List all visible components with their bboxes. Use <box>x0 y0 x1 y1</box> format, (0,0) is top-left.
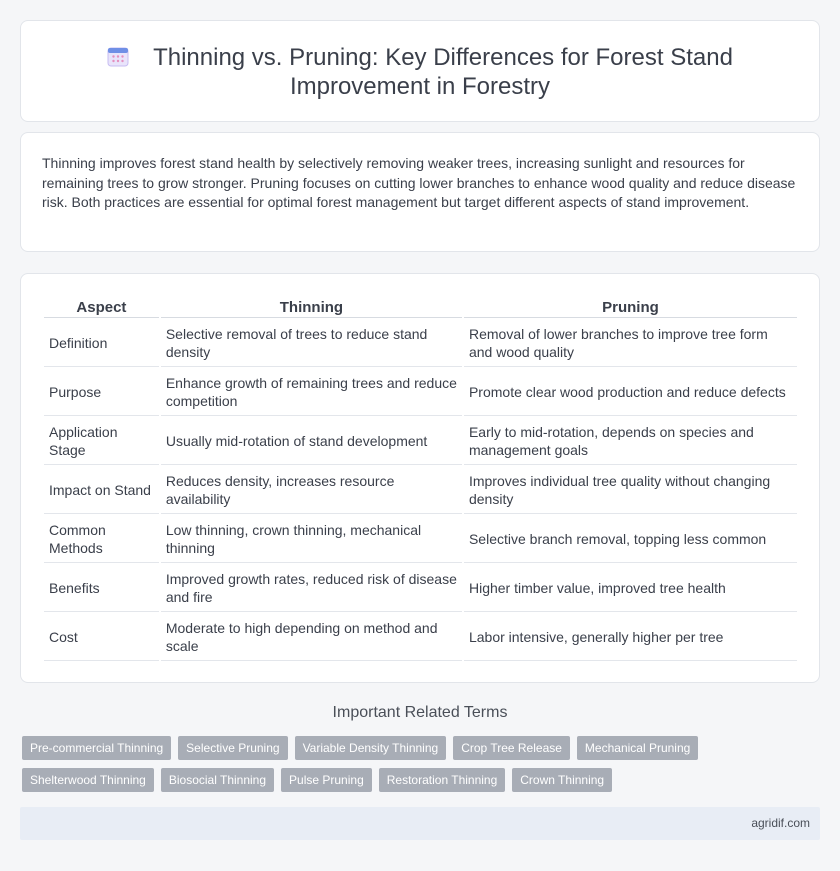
comparison-table <box>42 296 799 663</box>
calendar-icon <box>107 45 129 67</box>
aspect-cell: Definition <box>44 320 159 367</box>
thinning-cell: Moderate to high depending on method and scale <box>161 614 462 661</box>
aspect-cell: Application Stage <box>44 418 159 465</box>
tag-pulse-pruning[interactable]: Pulse Pruning <box>281 768 372 792</box>
title-card <box>20 20 820 122</box>
table-header-row <box>44 298 797 318</box>
tag-biosocial-thinning[interactable]: Biosocial Thinning <box>161 768 274 792</box>
header-aspect: Aspect <box>44 298 159 318</box>
aspect-cell: Cost <box>44 614 159 661</box>
aspect-cell: Benefits <box>44 565 159 612</box>
tag-row <box>22 768 812 792</box>
intro-paragraph: Thinning improves forest stand health by selectively removing weaker trees, increasing sunlight and resources for remaining trees to grow stronger. Pruning focuses on cutting lower branches to enhance wood quality and reduce disease risk. Both practices are essential for optimal forest management but target different aspects of stand improvement. <box>42 155 796 210</box>
header-pruning: Pruning <box>464 298 797 318</box>
tag-crown-thinning[interactable]: Crown Thinning <box>512 768 612 792</box>
thinning-cell: Reduces density, increases resource availability <box>161 467 462 514</box>
page-title <box>21 43 819 101</box>
intro-card <box>20 132 820 252</box>
header-thinning: Thinning <box>161 298 462 318</box>
tag-shelterwood-thinning[interactable]: Shelterwood Thinning <box>22 768 154 792</box>
thinning-cell: Usually mid-rotation of stand development <box>161 418 462 465</box>
table-row <box>44 516 797 563</box>
table-row <box>44 418 797 465</box>
tag-restoration-thinning[interactable]: Restoration Thinning <box>379 768 506 792</box>
thinning-cell: Low thinning, crown thinning, mechanical thinning <box>161 516 462 563</box>
pruning-cell: Removal of lower branches to improve tree form and wood quality <box>464 320 797 367</box>
tag-variable-density-thinning[interactable]: Variable Density Thinning <box>295 736 447 760</box>
tag-mechanical-pruning[interactable]: Mechanical Pruning <box>577 736 698 760</box>
tag-pre-commercial-thinning[interactable]: Pre-commercial Thinning <box>22 736 171 760</box>
pruning-cell: Improves individual tree quality without changing density <box>464 467 797 514</box>
tag-row <box>22 736 812 760</box>
thinning-cell: Selective removal of trees to reduce stand density <box>161 320 462 367</box>
table-row <box>44 320 797 367</box>
table-row <box>44 614 797 661</box>
related-terms-title: Important Related Terms <box>332 704 508 721</box>
aspect-cell: Common Methods <box>44 516 159 563</box>
pruning-cell: Promote clear wood production and reduce defects <box>464 369 797 416</box>
pruning-cell: Early to mid-rotation, depends on species and management goals <box>464 418 797 465</box>
footer-site-link[interactable]: agridif.com <box>751 816 810 830</box>
pruning-cell: Labor intensive, generally higher per tree <box>464 614 797 661</box>
pruning-cell: Higher timber value, improved tree health <box>464 565 797 612</box>
aspect-cell: Purpose <box>44 369 159 416</box>
page-title-text: Thinning vs. Pruning: Key Differences for Forest Stand Improvement in Forestry <box>153 44 733 100</box>
table-row <box>44 467 797 514</box>
thinning-cell: Enhance growth of remaining trees and reduce competition <box>161 369 462 416</box>
thinning-cell: Improved growth rates, reduced risk of disease and fire <box>161 565 462 612</box>
tag-crop-tree-release[interactable]: Crop Tree Release <box>453 736 570 760</box>
related-terms-list <box>22 736 812 800</box>
table-row <box>44 369 797 416</box>
table-row <box>44 565 797 612</box>
tag-selective-pruning[interactable]: Selective Pruning <box>178 736 287 760</box>
pruning-cell: Selective branch removal, topping less common <box>464 516 797 563</box>
comparison-table-card <box>20 273 820 683</box>
aspect-cell: Impact on Stand <box>44 467 159 514</box>
footer <box>20 807 820 840</box>
